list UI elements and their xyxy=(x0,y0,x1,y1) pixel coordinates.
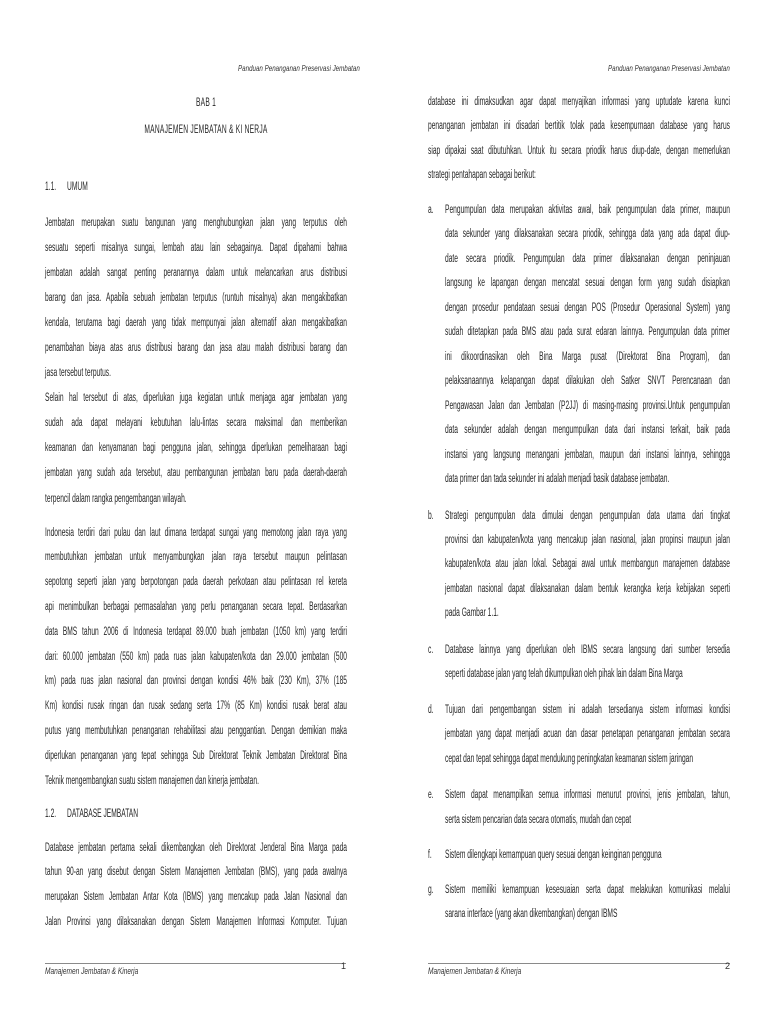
text-line: Sistem dapat menampilkan semua informasi menurut provinsi, jenis jembatan, tahun, xyxy=(445,788,731,801)
section-heading-title xyxy=(67,175,103,199)
list-marker: f. xyxy=(428,848,432,861)
text-line: sudah ada dapat melayani kebutuhan lalu-lintas secara maksimal dan memberikan xyxy=(45,417,347,430)
section-heading xyxy=(45,802,64,826)
text-line: data sekunder adalah dengan mengumpulkan data dari instansi terkait, baik pada xyxy=(445,424,731,437)
text-line: Jembatan merupakan suatu bangunan yang menghubungkan jalan yang terputus oleh xyxy=(45,216,347,229)
list-marker: a. xyxy=(428,203,434,216)
page-number: 2 xyxy=(725,961,731,971)
text-line: penambahan biaya atas arus distribusi barang dan jasa atau malah distribusi barang dan xyxy=(45,341,347,354)
text-line: km) pada ruas jalan nasional dan provinsi dengan kondisi 46% baik (230 Km), 37% (185 xyxy=(45,675,347,688)
list-marker: b. xyxy=(428,509,434,522)
text-line: sudah ditetapkan pada BMS atau pada surat edaran lainnya. Pengumpulan data primer xyxy=(445,326,731,339)
section-heading xyxy=(45,175,64,199)
text-line: strategi pentahapan sebagai berikut: xyxy=(428,168,536,181)
text-line: membutuhkan jembatan untuk menyambungkan jalan raya tersebut maupun pelintasan xyxy=(45,551,347,564)
text-line: database ini dimaksudkan agar dapat menyajikan informasi yang uptudate karena kunci xyxy=(428,95,730,108)
text-line: Indonesia terdiri dari pulau dan laut dimana terdapat sungai yang memotong jalan raya yang xyxy=(45,526,347,539)
footer-rule xyxy=(428,963,730,964)
text-line: langsung ke lapangan dengan mencatat sesuai dengan form yang sudah disiapkan xyxy=(445,277,731,290)
text-line: pada Gambar 1.1. xyxy=(445,606,499,619)
text-line: penanganan jembatan ini disadari bertitik tolak pada kesempurnaan database yang harus xyxy=(428,120,730,133)
text-line: diperlukan penanganan yang tepat sehingga Sub Direktorat Teknik Jembatan Direktorat Bina xyxy=(45,749,347,762)
text-line: data BMS tahun 2006 di Indonesia terdapat 89.000 buah jembatan (1050 km) yang terdiri xyxy=(45,625,347,638)
page-number: 1 xyxy=(341,961,347,971)
footer-rule xyxy=(45,963,346,964)
text-line: kabupaten/kota atau jalan lokal. Sebagai awal untuk membangun manajemen database xyxy=(445,558,731,571)
text-line: Sistem dilengkapi kemampuan query sesuai dengan keinginan pengguna xyxy=(445,848,662,861)
text-line: Tujuan dari pengembangan sistem ini adalah tersedianya sistem informasi kondisi xyxy=(445,703,731,716)
text-line: dengan prosedur pendataan sesuai dengan POS (Prosedur Operasional System) yang xyxy=(445,301,731,314)
section-number: 1.1. xyxy=(45,181,57,193)
list-marker: g. xyxy=(428,883,434,896)
footer-title: Manajemen Jembatan & Kinerja xyxy=(428,966,522,977)
running-header: Panduan Penanganan Preservasi Jembatan xyxy=(238,63,360,73)
chapter-title: MANAJEMEN JEMBATAN & KI NERJA xyxy=(144,123,268,136)
text-line: Strategi pengumpulan data dimulai dengan pengumpulan data utama dari tingkat xyxy=(445,509,731,522)
section-number: 1.2. xyxy=(45,808,57,820)
text-line: Sistem memiliki kemampuan kesesuaian serta dapat melakukan komunikasi melalui xyxy=(445,883,731,896)
text-line: jembatan nasional dapat dilaksanakan dalam bentuk kerangka kerja kebijakan seperti xyxy=(445,582,731,595)
text-line: dari: 60.000 jembatan (550 km) pada ruas jalan kabupaten/kota dan 29.000 jembatan (500 xyxy=(45,650,347,663)
text-line: jembatan yang dapat menjadi acuan dan dasar penetapan penanganan jembatan secara xyxy=(445,728,731,741)
text-line: Jalan Provinsi yang dilaksanakan dengan Sistem Manajemen Informasi Komputer. Tujuan xyxy=(45,915,347,928)
text-line: merupakan Sistem Jembatan Antar Kota (IBMS) yang mencakup pada Jalan Nasional dan xyxy=(45,890,347,903)
chapter-heading xyxy=(106,90,306,144)
text-line: Pengawasan Jalan dan Jembatan (P2JJ) di masing-masing provinsi.Untuk pengumpulan xyxy=(445,399,731,412)
section-title: DATABASE JEMBATAN xyxy=(67,808,139,820)
text-line: Database jembatan pertama sekali dikembangkan oleh Direktorat Jenderal Bina Marga pada xyxy=(45,841,347,854)
paragraph xyxy=(45,211,347,512)
text-line: Pengumpulan data merupakan aktivitas awal, baik pengumpulan data primer, maupun xyxy=(445,203,731,216)
text-line: seperti database jalan yang telah dikumpulkan oleh pihak lain dalam Bina Marga xyxy=(445,668,683,681)
text-line: api menimbulkan berbagai permasalahan yang perlu penanganan secara tepat. Berdasarkan xyxy=(45,600,347,613)
text-line: barang dan jasa. Apabila sebuah jembatan terputus (runtuh misalnya) akan mengakibatkan xyxy=(45,291,347,304)
text-line: keamanan dan kenyamanan bagi pengguna jalan, sehingga diperlukan pemeliharaan bagi xyxy=(45,442,347,455)
text-line: sesuatu seperti misalnya sungai, lembah atau lain sebagainya. Dapat dipahami bahwa xyxy=(45,241,347,254)
section-heading-title xyxy=(67,802,189,826)
text-line: provinsi dan kabupaten/kota yang mencakup jalan nasional, jalan propinsi maupun jalan xyxy=(445,534,731,547)
text-line: siap dipakai saat dibutuhkan. Untuk itu secara priodik harus diup-date, dengan memerlukan xyxy=(428,144,730,157)
text-line: putus yang membutuhkan penanganan rehabilitasi atau penggantian. Dengan demikian maka xyxy=(45,724,347,737)
text-line: sepotong seperti jalan yang berpotongan pada daerah perkotaan atau pelintasan rel kereta xyxy=(45,576,347,589)
list-marker: c. xyxy=(428,643,434,656)
paragraph xyxy=(428,90,730,188)
text-line: Km) kondisi rusak ringan dan rusak sedang serta 17% (85 Km) kondisi rusak berat atau xyxy=(45,700,347,713)
running-header: Panduan Penanganan Preservasi Jembatan xyxy=(608,63,730,73)
text-line: cepat dan tepat sehingga dapat mendukung peningkatan keamanan sistem jaringan xyxy=(445,752,694,765)
text-line: Teknik mengembangkan suatu sistem manajemen dan kinerja jembatan. xyxy=(45,774,259,787)
text-line: Selain hal tersebut di atas, diperlukan juga kegiatan untuk menjaga agar jembatan yang xyxy=(45,392,347,405)
text-line: sarana interface (yang akan dikembangkan) dengan IBMS xyxy=(445,907,618,920)
text-line: serta sistem pencarian data secara otomatis, mudah dan cepat xyxy=(445,813,632,826)
paragraph xyxy=(45,836,347,935)
text-line: date secara priodik. Pengumpulan data primer dilaksanakan dengan peninjauan xyxy=(445,252,731,265)
text-line: pelaksanaannya kelapangan dapat dilakukan oleh Satker SNVT Perencanaan dan xyxy=(445,375,731,388)
chapter-label: BAB 1 xyxy=(195,96,217,109)
list-marker: e. xyxy=(428,788,434,801)
text-line: terpencil dalam rangka pengembangan wilayah. xyxy=(45,492,187,505)
paragraph xyxy=(45,521,347,794)
list-marker: d. xyxy=(428,703,434,716)
text-line: ini dikoordinasikan oleh Bina Marga pusat (Direktorat Bina Program), dan xyxy=(445,350,731,363)
footer-title: Manajemen Jembatan & Kinerja xyxy=(45,966,139,977)
section-title: UMUM xyxy=(67,181,88,193)
text-line: jembatan yang sudah ada tersebut, atau pembangunan jembatan baru pada daerah-daerah xyxy=(45,467,347,480)
text-line: tahun 90-an yang disebut dengan Sistem Manajemen Jembatan (BMS), yang pada awalnya xyxy=(45,866,347,879)
text-line: kendala, terutama bagi daerah yang tidak mempunyai jalan alternatif akan mengakibatkan xyxy=(45,316,347,329)
text-line: jasa tersebut terputus. xyxy=(45,367,112,380)
text-line: instansi yang langsung menangani jembatan, maupun dari instansi lainnya, sehingga xyxy=(445,448,731,461)
text-line: data primer dan tada sekunder ini adalah menjadi basik database jembatan. xyxy=(445,473,670,486)
text-line: jembatan adalah sangat penting peranannya dalam untuk melancarkan arus distribusi xyxy=(45,266,347,279)
text-line: Database lainnya yang diperlukan oleh IBMS secara langsung dari sumber tersedia xyxy=(445,643,731,656)
text-line: data sekunder yang dilaksanakan secara priodik, sehingga data yang ada dapat diup- xyxy=(445,228,731,241)
